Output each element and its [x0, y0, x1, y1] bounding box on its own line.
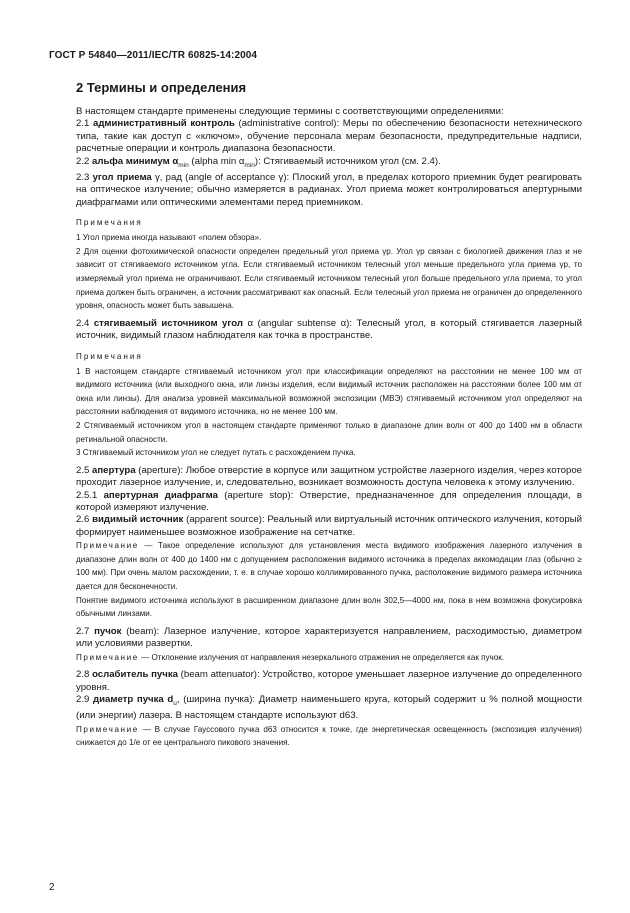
note-2-6-extra: Понятие видимого источника используют в расширенном диапазоне длин волн 302,5—4000 нм, пока в нем возможна фокусировка обычными линзами. — [76, 595, 582, 619]
note-2-3-1: 1 Угол приема иногда называют «полем обзора». — [76, 233, 262, 243]
term-2-9: 2.9 диаметр пучка $d_u$, (ширина пучка): Диаметр наименьшего круга, который содержит u % полной мощности (или энергии) лазера. В настоящем стандарте используют d63. — [76, 693, 583, 722]
term-2-7: 2.7 пучок (beam): Лазерное излучение, которое характеризуется направлением, расходимостью, диаметром или условиями развертки. — [76, 625, 582, 650]
term-2-2-name: альфа минимум α — [92, 155, 179, 167]
note-2-9: Примечание — В случае Гауссового пучка d63 относится к точке, где энергетическая освещенность (экспозиция излучения) снижается до 1/е от ее центрального пикового значения. — [76, 724, 582, 748]
term-2-5-name: апертура — [92, 464, 136, 476]
term-2-5: 2.5 апертура (aperture): Любое отверстие в корпусе или защитном устройстве лазерного изделия, через которое проходит лазерное излучение, и, следовательно, возникает возможность доступа человека к этому излучению. — [76, 464, 582, 489]
standard-header: ГОСТ Р 54840—2011/IEC/TR 60825-14:2004 — [49, 50, 258, 61]
note-2-7-head: Примечание — [76, 652, 139, 662]
note-2-4-3: 3 Стягиваемый источником угол не следует путать с расхождением пучка. — [76, 448, 356, 458]
term-2-8-name: ослабитель пучка — [92, 669, 178, 681]
term-2-4-name: стягиваемый источником угол — [93, 317, 243, 329]
page-number: 2 — [49, 882, 55, 893]
note-2-9-head: Примечание — [76, 724, 139, 734]
notes-heading-2-4: Примечания — [76, 351, 143, 361]
note-2-3-2: 2 Для оценки фотохимической опасности определен предельный угол приема γp. Угол γp связан с биологией движения глаз и не зависит от стягиваемого источником угла. Если стягиваемый источником телесный угол меньше предельного угла приема γp, то измеряемый угол приема не ограничивают. Если стягиваемый источником телесный угол больше предельного угла приема, то угол приема должен быть ограничен, а источник рассматривают как опасный. Если телесный угол приема не ограничен до определенного уровня, опасность может быть завышена. — [76, 246, 582, 311]
term-2-6-name: видимый источник — [92, 514, 184, 526]
term-2-3: 2.3 угол приема γ, рад (angle of acceptance γ): Плоский угол, в пределах которого приемник будет реагировать на оптическое излучение; обычно измеряется в радианах. Угол приема может контролироваться апертурными диафрагмами или оптическими элементами перед приемником. — [76, 171, 583, 208]
term-2-8: 2.8 ослабитель пучка (beam attenuator): Устройство, которое уменьшает лазерное излучение до определенного уровня. — [76, 669, 583, 693]
term-2-9-name: диаметр пучка d — [93, 693, 174, 705]
note-2-6-head: Примечание — [76, 541, 139, 551]
document-body — [76, 106, 582, 750]
term-2-4: 2.4 стягиваемый источником угол α (angular subtense α): Телесный угол, в который стягивается лазерный источник, видимый глазом наблюдателя как точка в пространстве. — [76, 317, 582, 342]
term-2-3-name: угол приема — [92, 171, 152, 183]
note-2-6: Примечание — Такое определение используют для установления места видимого изображения лазерного излучения в диапазоне длин волн от 400 до 1400 нм с допущением расположения видимого источника в пределах аккомодации глаз (обычно ≥ 100 мм). При очень малом расхождении, т. е. в случае хорошо коллимированного пучка, расположение видимого размера источника дается для бесконечности. — [76, 541, 582, 591]
section-title: 2 Термины и определения — [76, 80, 247, 95]
term-2-5-1: 2.5.1 апертурная диафрагма (aperture stop): Отверстие, предназначенное для определения площади, в которой измеряют излучение. — [76, 489, 582, 513]
term-2-7-name: пучок — [94, 625, 122, 637]
term-2-1-name: административный контроль — [92, 118, 235, 130]
term-2-6: 2.6 видимый источник (apparent source): Реальный или виртуальный источник оптического излучения, который формирует наименьшее возможное изображение на сетчатке. — [76, 514, 582, 538]
notes-heading-2-3: Примечания — [76, 218, 143, 228]
note-2-4-1: 1 В настоящем стандарте стягиваемый источником угол при классификации определяют на расстоянии не менее 100 мм от видимого источника (или выходного окна, или линзы изделия, если видимый источник расположен на расстоянии более 100 мм от окна или линзы). Для анализа уровней максимальной возможной экспозиции (МВЭ) стягиваемый источником угол определяют на расстоянии наблюдения от видимого источника, но не менее 100 мм. — [76, 366, 582, 417]
term-2-5-1-name: апертурная диафрагма — [103, 489, 218, 501]
term-2-1: 2.1 административный контроль (administrative control): Меры по обеспечению безопасности нетехнического типа, такие как доступ с «ключом», обучение персонала мерам безопасности, предупредительные надписи, расчетные операции и контроль диапазона безопасности. — [76, 118, 582, 155]
intro-paragraph: В настоящем стандарте применены следующие термины с соответствующими определениями: — [76, 106, 504, 117]
term-2-2: 2.2 альфа минимум $\alpha_{min}$ (alpha $\min \alpha_{min}$): Стягиваемый источником угол (см. 2.4). — [76, 155, 441, 169]
note-2-7: Примечание — Отклонение излучения от направления незеркального отражения не определяется как пучок. — [76, 652, 505, 662]
note-2-4-2: 2 Стягиваемый источником угол в настоящем стандарте применяют только в диапазоне длин волн от 400 до 1400 нм в области ретинальной опасности. — [76, 420, 582, 444]
